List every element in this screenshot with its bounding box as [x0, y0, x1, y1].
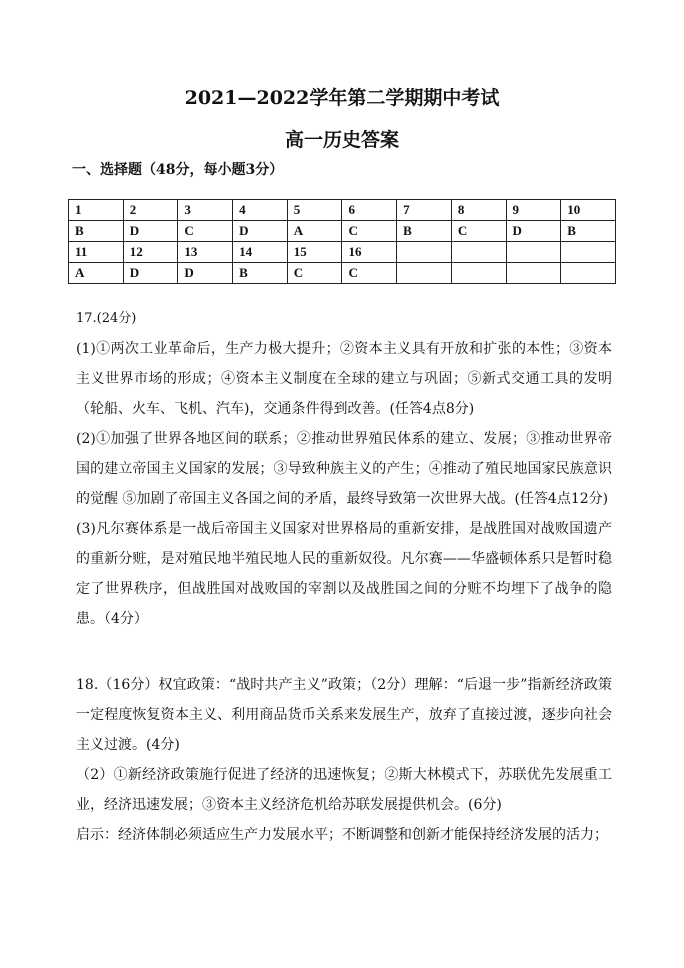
exam-title: 2021—2022学年第二学期期中考试	[184, 87, 500, 109]
table-cell: 12	[123, 242, 178, 263]
table-cell: D	[123, 221, 178, 242]
table-cell: C	[287, 263, 342, 284]
table-cell: A	[287, 221, 342, 242]
table-row	[69, 221, 616, 242]
table-cell: 5	[287, 200, 342, 221]
table-cell: 8	[451, 200, 506, 221]
question-18-part-2: （2）①新经济政策施行促进了经济的迅速恢复；②斯大林模式下，苏联优先发展重工业，经济迅速发展；③资本主义经济危机给苏联发展提供机会。(6分)	[76, 767, 612, 813]
table-cell: D	[123, 263, 178, 284]
table-cell	[451, 263, 506, 284]
table-cell: 1	[69, 200, 124, 221]
table-cell: 9	[506, 200, 561, 221]
table-cell: D	[178, 263, 233, 284]
table-cell: 3	[178, 200, 233, 221]
spacer	[76, 634, 612, 670]
table-cell: C	[342, 221, 397, 242]
table-cell: B	[233, 263, 288, 284]
section-multiple-choice-heading: 一、选择题（48分，每小题3分）	[72, 162, 284, 178]
table-cell: 6	[342, 200, 397, 221]
table-cell: 16	[342, 242, 397, 263]
question-17-part-2: (2)①加强了世界各地区间的联系；②推动世界殖民体系的建立、发展；③推动世界帝国的建立帝国主义国家的发展；③导致种族主义的产生；④推动了殖民地国家民族意识的觉醒 ⑤加剧了帝国主义各国之间的矛盾，最终导致第一次世界大战。(任答4点12分)	[76, 431, 612, 507]
table-cell	[561, 242, 616, 263]
table-cell: C	[178, 221, 233, 242]
table-cell: B	[561, 221, 616, 242]
table-cell: 4	[233, 200, 288, 221]
table-cell: A	[69, 263, 124, 284]
answer-key-table	[68, 199, 616, 284]
table-cell	[561, 263, 616, 284]
question-17-part-3: (3)凡尔赛体系是一战后帝国主义国家对世界格局的重新安排，是战胜国对战败国遗产的重新分赃，是对殖民地半殖民地人民的重新奴役。凡尔赛——华盛顿体系只是暂时稳定了世界秩序，但战胜国对战败国的宰割以及战胜国之间的分赃不均埋下了战争的隐患。（4分）	[76, 521, 612, 627]
table-cell: 10	[561, 200, 616, 221]
exam-subtitle: 高一历史答案	[284, 129, 399, 151]
table-cell	[506, 263, 561, 284]
question-18-insight: 启示：经济体制必须适应生产力发展水平；不断调整和创新才能保持经济发展的活力；	[76, 827, 608, 843]
table-cell	[506, 242, 561, 263]
table-row	[69, 200, 616, 221]
table-cell: D	[506, 221, 561, 242]
table-cell: B	[397, 221, 452, 242]
question-18-part-1: 18.（16分）权宜政策：“战时共产主义”政策；（2分）理解：“后退一步”指新经济政策一定程度恢复资本主义、利用商品货币关系来发展生产，放弃了直接过渡，逐步向社会主义过渡。(4分)	[76, 677, 612, 753]
question-17-part-1: (1)①两次工业革命后，生产力极大提升；②资本主义具有开放和扩张的本性；③资本主义世界市场的形成；④资本主义制度在全球的建立与巩固；⑤新式交通工具的发明（轮船、火车、飞机、汽车)，交通条件得到改善。(任答4点8分)	[76, 341, 612, 417]
answer-content	[76, 308, 612, 850]
table-cell: 14	[233, 242, 288, 263]
table-cell: 13	[178, 242, 233, 263]
table-cell	[397, 242, 452, 263]
table-cell	[451, 242, 506, 263]
table-cell: 2	[123, 200, 178, 221]
table-cell: B	[69, 221, 124, 242]
question-17-heading: 17.(24分)	[76, 311, 137, 326]
table-row	[69, 263, 616, 284]
table-cell: 11	[69, 242, 124, 263]
table-cell: 7	[397, 200, 452, 221]
table-cell: C	[342, 263, 397, 284]
table-cell	[397, 263, 452, 284]
table-row	[69, 242, 616, 263]
table-cell: 15	[287, 242, 342, 263]
table-cell: C	[451, 221, 506, 242]
table-cell: D	[233, 221, 288, 242]
